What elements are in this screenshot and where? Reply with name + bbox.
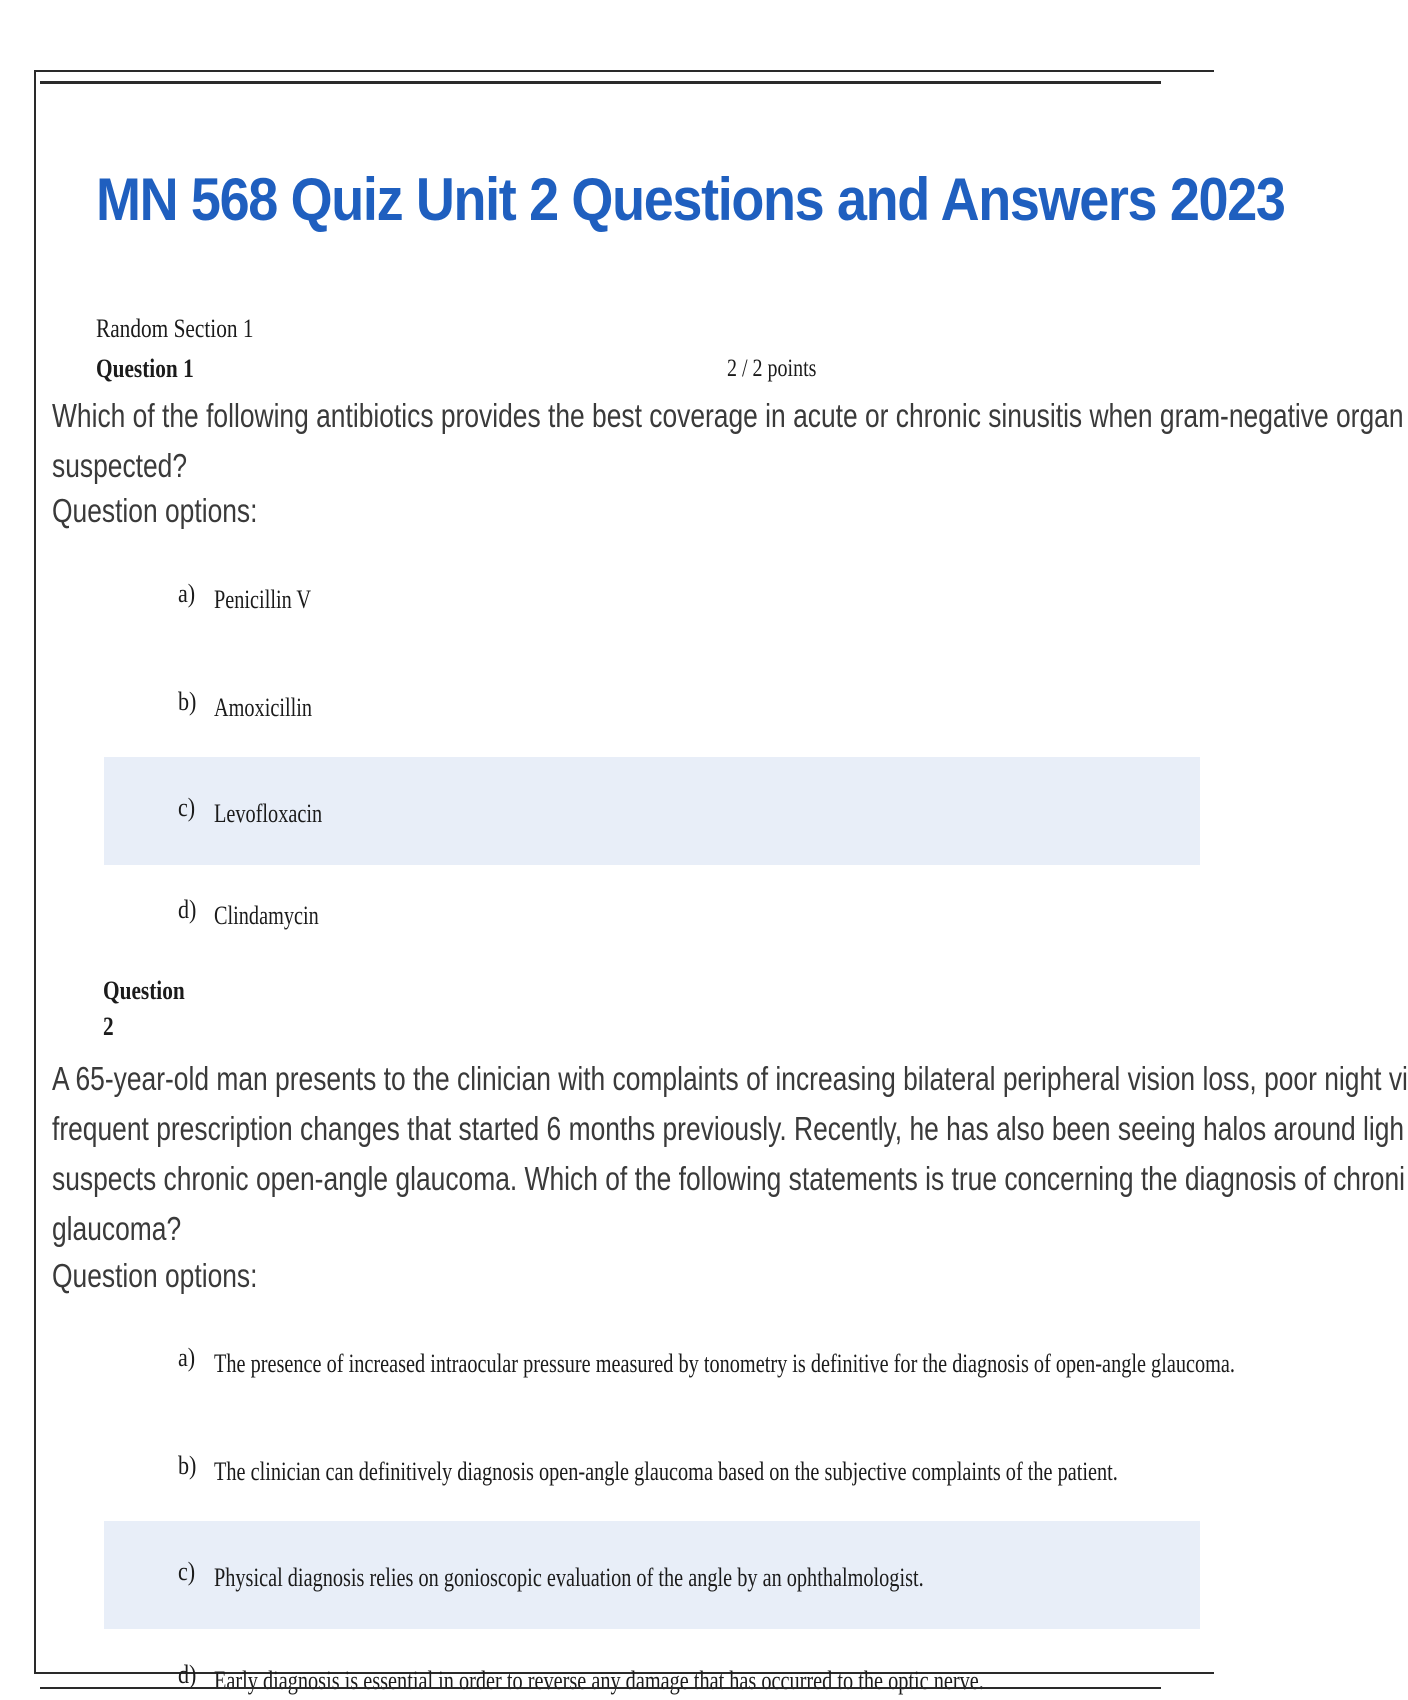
- question-2-label: Question: [103, 976, 185, 1005]
- option-letter: d): [178, 895, 197, 924]
- document-title: MN 568 Quiz Unit 2 Questions and Answers 2023: [96, 166, 1285, 233]
- option-text: Clindamycin: [214, 901, 319, 930]
- question-1-label: Question 1: [96, 354, 194, 383]
- question-1-options-label: Question options:: [52, 492, 258, 529]
- option-letter: a): [178, 1343, 196, 1372]
- question-2-prompt-line: suspects chronic open-angle glaucoma. Which of the following statements is true concerning the diagnosis of chroni: [52, 1160, 1406, 1197]
- option-letter: c): [178, 793, 196, 822]
- option-letter: b): [178, 687, 197, 716]
- bottom-rule: [40, 1687, 1161, 1689]
- option-letter: d): [178, 1660, 197, 1689]
- question-2-prompt-line: frequent prescription changes that started 6 months previously. Recently, he has also been seeing halos around ligh: [52, 1110, 1405, 1147]
- option-letter: a): [178, 579, 196, 608]
- question-1-prompt-line: Which of the following antibiotics provides the best coverage in acute or chronic sinusitis when gram-negative organ: [52, 397, 1404, 434]
- question-1-points: 2 / 2 points: [727, 355, 817, 382]
- question-1-prompt-line: suspected?: [52, 447, 188, 484]
- question-2-option-c[interactable]: [104, 1521, 1200, 1629]
- question-1-option-c[interactable]: [104, 757, 1200, 865]
- question-2-number: 2: [103, 1012, 114, 1041]
- option-text: The clinician can definitively diagnosis open-angle glaucoma based on the subjective complaints of the patient.: [214, 1457, 1118, 1486]
- question-2-options-label: Question options:: [52, 1257, 258, 1294]
- option-letter: c): [178, 1557, 196, 1586]
- option-text: Levofloxacin: [214, 799, 323, 828]
- question-2-option-a[interactable]: [104, 1307, 1235, 1415]
- option-text: Physical diagnosis relies on gonioscopic evaluation of the angle by an ophthalmologist.: [214, 1563, 924, 1592]
- question-2-option-d[interactable]: [104, 1624, 1200, 1695]
- option-text: Amoxicillin: [214, 693, 313, 722]
- option-text: Early diagnosis is essential in order to reverse any damage that has occurred to the optic nerve.: [214, 1666, 984, 1695]
- option-letter: b): [178, 1451, 197, 1480]
- option-text: Penicillin V: [214, 585, 312, 614]
- question-2-option-b[interactable]: [104, 1415, 1200, 1523]
- section-label: Random Section 1: [96, 314, 254, 343]
- question-1-option-a[interactable]: [104, 543, 1200, 651]
- top-rule: [40, 81, 1161, 84]
- option-text: The presence of increased intraocular pressure measured by tonometry is definitive for the diagnosis of open-angle glaucoma.: [214, 1349, 1235, 1378]
- question-1-option-d[interactable]: [104, 859, 1200, 967]
- question-2-prompt-line: glaucoma?: [52, 1210, 182, 1247]
- question-1-option-b[interactable]: [104, 651, 1200, 759]
- question-2-prompt-line: A 65-year-old man presents to the clinician with complaints of increasing bilateral peripheral vision loss, poor night vi: [52, 1060, 1408, 1097]
